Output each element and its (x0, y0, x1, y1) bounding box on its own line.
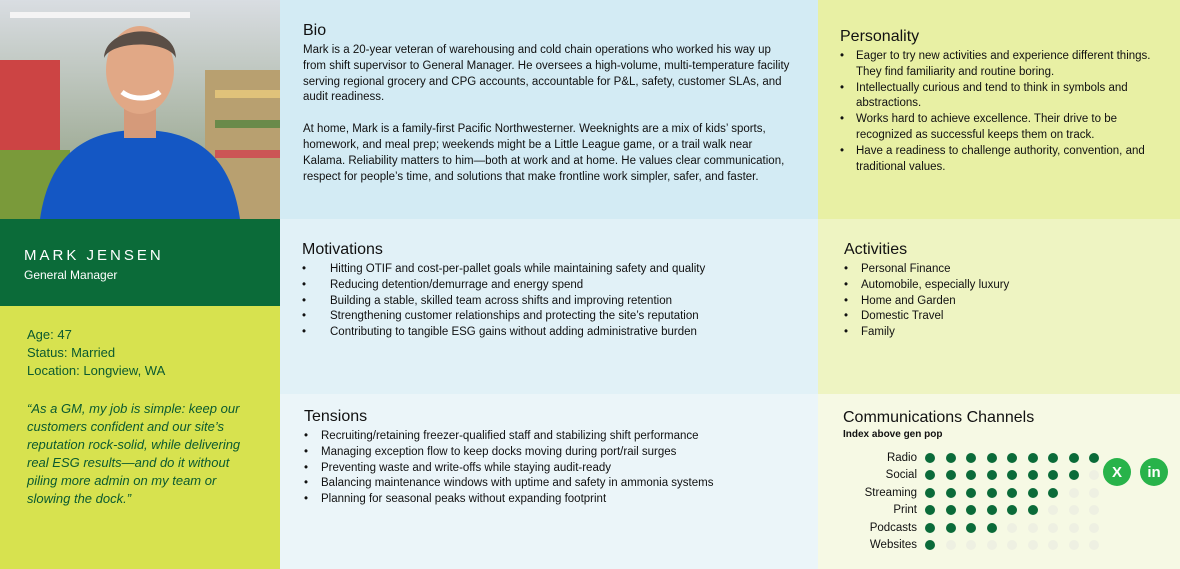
channel-dot (925, 540, 935, 550)
channel-dot (946, 470, 956, 480)
personality-title: Personality (840, 28, 920, 45)
channel-dot (1089, 470, 1099, 480)
list-item: • Contributing to tangible ESG gains without adding administrative burden (302, 325, 796, 341)
bio-title: Bio (303, 22, 327, 39)
channel-dot (1069, 470, 1079, 480)
channel-dot (1089, 505, 1099, 515)
channel-dot (1089, 540, 1099, 550)
activities-section (818, 219, 1180, 394)
list-item: • Eager to try new activities and experience different things. They find familiarity and routine boring. (840, 49, 1162, 81)
channel-label: Social (885, 469, 917, 482)
persona-details (0, 306, 280, 569)
channel-dot (1069, 505, 1079, 515)
channel-label: Websites (869, 539, 917, 552)
channel-dot (966, 453, 976, 463)
channel-dot (1028, 488, 1038, 498)
channel-dots (925, 523, 1110, 533)
list-item: • Have a readiness to challenge authority, convention, and traditional values. (840, 144, 1162, 176)
channel-dot (1028, 453, 1038, 463)
channel-dot (1007, 505, 1017, 515)
channel-dot (1007, 540, 1017, 550)
channel-dots (925, 453, 1110, 463)
channel-dot (987, 540, 997, 550)
channel-dot (1048, 523, 1058, 533)
list-item: • Domestic Travel (844, 309, 1162, 325)
channel-row (843, 484, 1162, 502)
channel-dot (1069, 540, 1079, 550)
persona-quote: “As a GM, my job is simple: keep our customers confident and our site’s reputation rock-solid, while delivering real ESG results—and do it without piling more admin on my team or slowing the dock.” (27, 401, 241, 506)
tensions-title: Tensions (304, 408, 368, 425)
channel-dot (946, 453, 956, 463)
persona-photo (0, 0, 280, 219)
list-item: • Recruiting/retaining freezer-qualified staff and stabilizing shift performance (304, 429, 796, 445)
list-item: • Intellectually curious and tend to think in symbols and abstractions. (840, 81, 1162, 113)
channel-dot (987, 488, 997, 498)
list-item: • Personal Finance (844, 262, 1162, 278)
channel-dot (925, 453, 935, 463)
channel-dot (1048, 453, 1058, 463)
list-item: • Home and Garden (844, 294, 1162, 310)
channel-dot (966, 488, 976, 498)
channels-subtitle: Index above gen pop (843, 429, 943, 440)
channel-dots (925, 488, 1110, 498)
channel-dots (925, 540, 1110, 550)
linkedin-icon[interactable]: in (1140, 458, 1168, 486)
channel-row (843, 502, 1162, 520)
channel-dot (1089, 488, 1099, 498)
channel-dot (1007, 453, 1017, 463)
bio-section (280, 0, 818, 219)
personality-section (818, 0, 1180, 219)
channels-title: Communications Channels (843, 409, 1035, 426)
social-icons (1103, 458, 1177, 486)
channel-label: Radio (886, 451, 917, 464)
list-item: • Strengthening customer relationships and protecting the site’s reputation (302, 309, 796, 325)
channel-dot (987, 453, 997, 463)
channel-dot (1048, 470, 1058, 480)
location-text: Location: Longview, WA (27, 363, 166, 378)
channel-dot (1069, 523, 1079, 533)
channel-label: Streaming (864, 486, 917, 499)
list-item: • Reducing detention/demurrage and energy spend (302, 278, 796, 294)
channel-dot (1048, 488, 1058, 498)
channel-dot (966, 540, 976, 550)
age-text: Age: 47 (27, 327, 72, 342)
status-text: Status: Married (27, 345, 116, 360)
channel-dot (1089, 523, 1099, 533)
channel-dot (1069, 453, 1079, 463)
channel-label: Print (893, 504, 917, 517)
channel-dot (1007, 470, 1017, 480)
channel-dot (1028, 505, 1038, 515)
list-item: • Balancing maintenance windows with uptime and safety in ammonia systems (304, 476, 796, 492)
list-item: • Managing exception flow to keep docks moving during port/rail surges (304, 445, 796, 461)
channel-row (843, 519, 1162, 537)
channel-dot (1028, 523, 1038, 533)
list-item: • Works hard to achieve excellence. Their drive to be recognized as successful keeps them on track. (840, 112, 1162, 144)
persona-role: General Manager (24, 268, 118, 282)
channel-dot (946, 523, 956, 533)
channel-dot (925, 505, 935, 515)
bio-paragraph: At home, Mark is a family-first Pacific Northwesterner. Weeknights are a mix of kids’ sports, homework, and meal prep; weekends might be a Little League game, or a trail walk near Kalama. Reliability matters to him—both at work and at home. He values clear communication, respect for people’s time, and solutions that make frontline work simpler, safer, and faster. (303, 123, 785, 183)
channel-dot (1048, 505, 1058, 515)
channel-dot (966, 523, 976, 533)
list-item: • Family (844, 325, 1162, 341)
list-item: • Hitting OTIF and cost-per-pallet goals while maintaining safety and quality (302, 262, 796, 278)
channel-dot (946, 505, 956, 515)
motivations-title: Motivations (302, 241, 383, 258)
channel-dots (925, 470, 1110, 480)
channel-dot (1069, 488, 1079, 498)
channel-dot (987, 470, 997, 480)
channel-dot (1007, 488, 1017, 498)
channels-section (818, 394, 1180, 569)
activities-title: Activities (844, 241, 908, 258)
channel-dot (1089, 453, 1099, 463)
bio-paragraph: Mark is a 20-year veteran of warehousing and cold chain operations who worked his way up from shift supervisor to General Manager. He oversees a high-volume, multi-temperature facility serving regional grocery and CPG accounts, accountable for P&L, safety, customer SLAs, and audit readiness. (303, 44, 790, 104)
channel-dot (1028, 540, 1038, 550)
x-icon[interactable]: X (1103, 458, 1131, 486)
channel-dot (1007, 523, 1017, 533)
channel-dot (1028, 470, 1038, 480)
persona-header (0, 219, 280, 306)
channel-dot (925, 523, 935, 533)
channel-dot (1048, 540, 1058, 550)
channel-dot (946, 540, 956, 550)
list-item: • Preventing waste and write-offs while staying audit-ready (304, 461, 796, 477)
channel-dot (925, 488, 935, 498)
channel-dots (925, 505, 1110, 515)
channel-dot (987, 523, 997, 533)
motivations-section (280, 219, 818, 394)
channel-dot (987, 505, 997, 515)
channel-dot (925, 470, 935, 480)
tensions-section (280, 394, 818, 569)
persona-name: MARK JENSEN (24, 247, 164, 264)
channel-dot (966, 470, 976, 480)
channel-row (843, 537, 1162, 555)
list-item: • Automobile, especially luxury (844, 278, 1162, 294)
channel-dot (966, 505, 976, 515)
channel-label: Podcasts (869, 521, 917, 534)
list-item: • Building a stable, skilled team across shifts and improving retention (302, 294, 796, 310)
channel-dot (946, 488, 956, 498)
list-item: • Planning for seasonal peaks without expanding footprint (304, 492, 796, 508)
